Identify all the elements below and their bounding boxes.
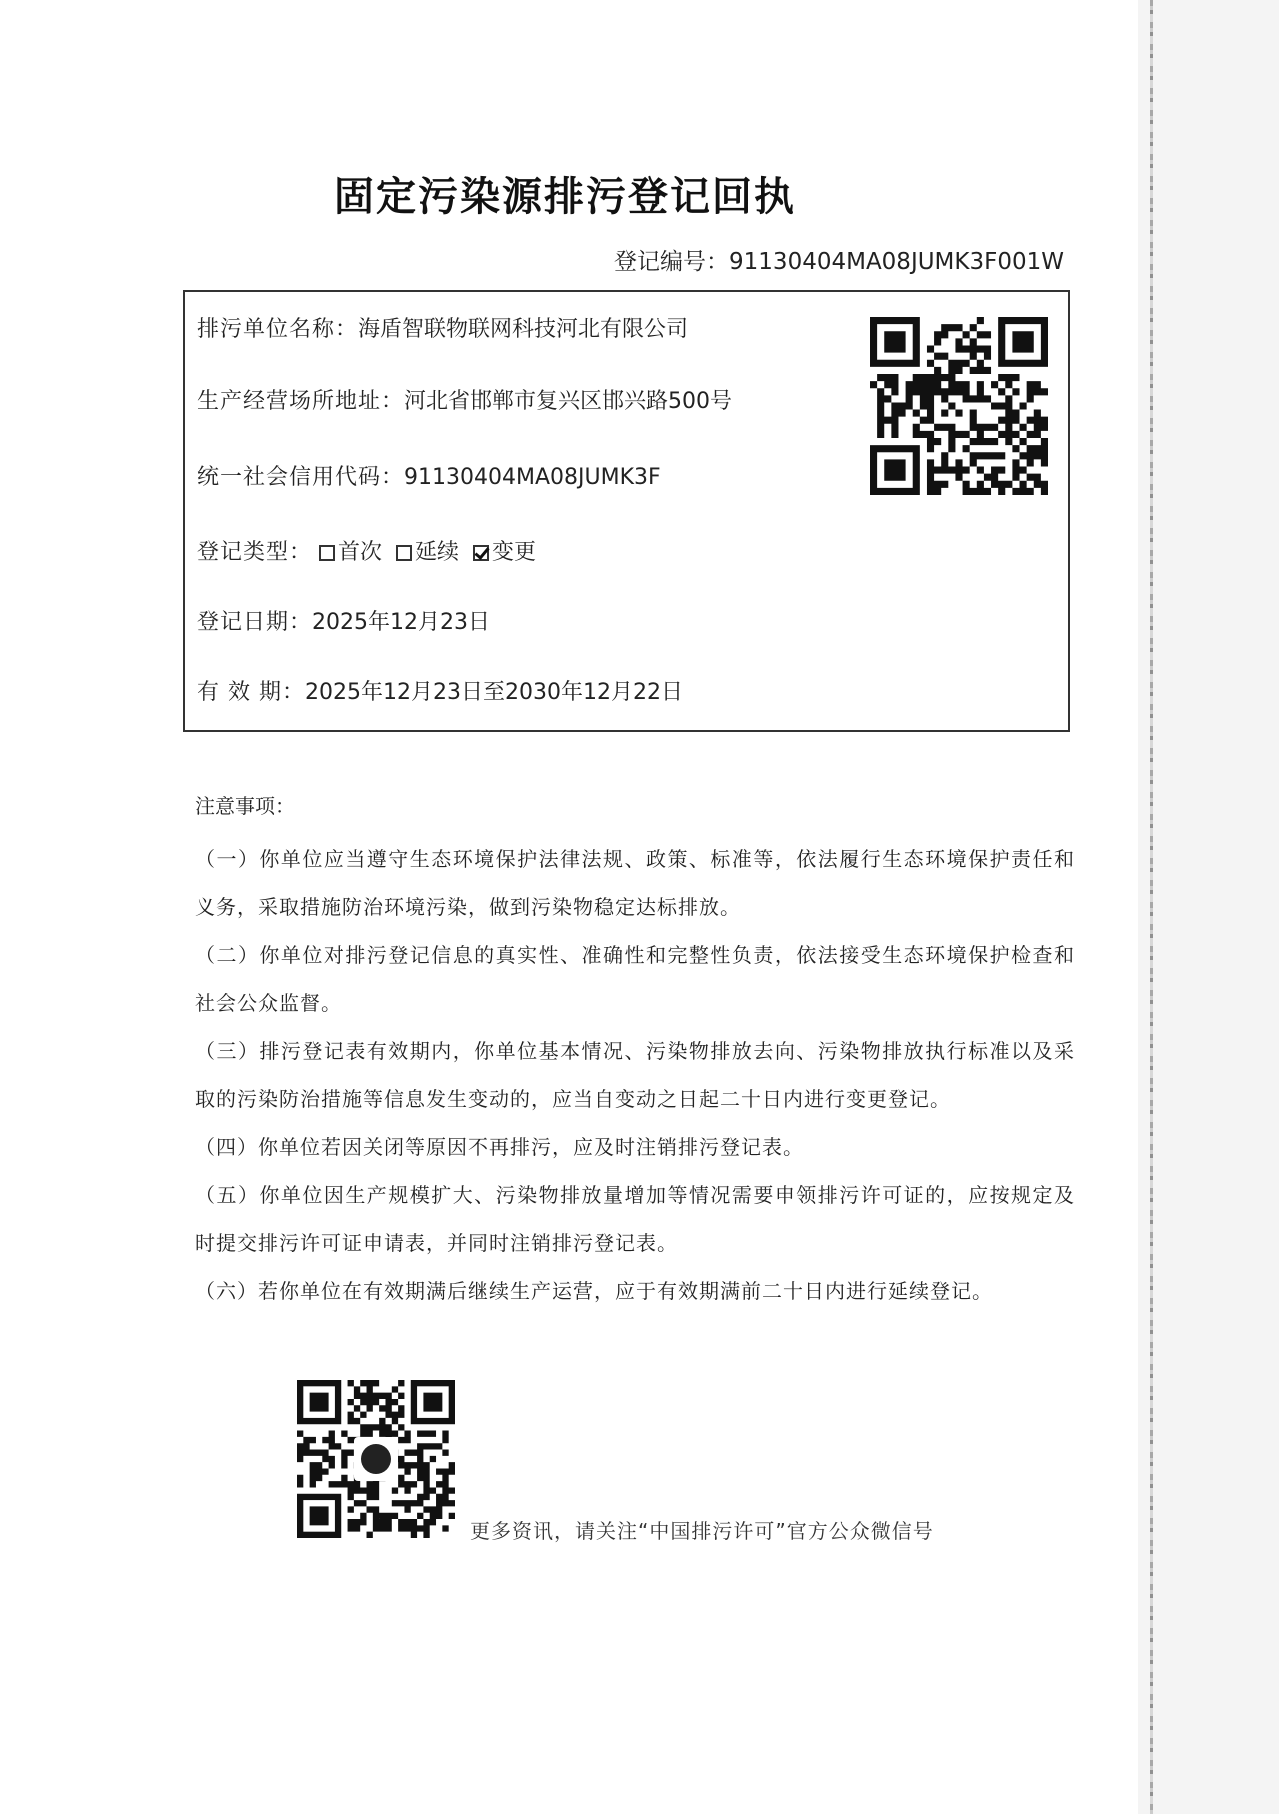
validity-field bbox=[197, 675, 683, 706]
wechat-logo-icon bbox=[354, 1437, 398, 1481]
reg-type-field bbox=[197, 535, 536, 566]
qr-finder-center bbox=[884, 459, 905, 480]
notes-section bbox=[195, 790, 1075, 1315]
validity-label: 有 效 期： bbox=[197, 680, 305, 705]
qr-finder-center bbox=[884, 331, 905, 352]
note-item: （六）若你单位在有效期满后继续生产运营，应于有效期满前二十日内进行延续登记。 bbox=[195, 1279, 993, 1303]
notes-heading: 注意事项： bbox=[195, 794, 295, 818]
qr-code-icon[interactable] bbox=[870, 317, 1048, 495]
checkbox-change[interactable] bbox=[473, 545, 489, 561]
note-item: （三）排污登记表有效期内，你单位基本情况、污染物排放去向、污染物排放执行标准以及采取的污染防治措施等信息发生变动的，应当自变动之日起二十日内进行变更登记。 bbox=[195, 1039, 1075, 1111]
credit-code-label: 统一社会信用代码： bbox=[197, 465, 405, 490]
address-label: 生产经营场所地址： bbox=[197, 389, 405, 414]
reg-date-label: 登记日期： bbox=[197, 610, 313, 635]
footer-text: 更多资讯，请关注“中国排污许可”官方公众微信号 bbox=[470, 1519, 934, 1543]
note-item: （四）你单位若因关闭等原因不再排污，应及时注销排污登记表。 bbox=[195, 1135, 804, 1159]
address-value: 河北省邯郸市复兴区邯兴路500号 bbox=[404, 389, 733, 414]
document-title: 固定污染源排污登记回执 bbox=[334, 174, 796, 220]
validity-value: 2025年12月23日至2030年12月22日 bbox=[305, 680, 683, 705]
note-item: （二）你单位对排污登记信息的真实性、准确性和完整性负责，依法接受生态环境保护检查和社会公众监督。 bbox=[195, 943, 1075, 1015]
wechat-qr-code-icon[interactable] bbox=[297, 1380, 455, 1538]
qr-finder-center bbox=[1012, 331, 1033, 352]
unit-name-label: 排污单位名称： bbox=[197, 317, 359, 342]
checkbox-first[interactable] bbox=[319, 545, 335, 561]
checkbox-renewal[interactable] bbox=[396, 545, 412, 561]
reg-date-value: 2025年12月23日 bbox=[312, 610, 490, 635]
qr-finder-center bbox=[310, 1393, 329, 1412]
qr-finder-center bbox=[423, 1393, 442, 1412]
option-change-label: 变更 bbox=[492, 540, 537, 565]
scan-edge bbox=[1138, 0, 1279, 1814]
option-renewal-label: 延续 bbox=[415, 540, 460, 565]
option-first-label: 首次 bbox=[338, 540, 383, 565]
registration-number: 登记编号：91130404MA08JUMK3F001W bbox=[614, 249, 1064, 275]
note-item: （五）你单位因生产规模扩大、污染物排放量增加等情况需要申领排污许可证的，应按规定及时提交排污许可证申请表，并同时注销排污登记表。 bbox=[195, 1183, 1075, 1255]
credit-code-field bbox=[197, 460, 661, 491]
reg-date-field bbox=[197, 605, 490, 636]
info-box bbox=[183, 290, 1070, 732]
unit-name-value: 海盾智联物联网科技河北有限公司 bbox=[358, 317, 689, 342]
address-field bbox=[197, 384, 732, 415]
credit-code-value: 91130404MA08JUMK3F bbox=[404, 465, 661, 490]
reg-type-label: 登记类型： bbox=[197, 540, 313, 565]
note-item: （一）你单位应当遵守生态环境保护法律法规、政策、标准等，依法履行生态环境保护责任和义务，采取措施防治环境污染，做到污染物稳定达标排放。 bbox=[195, 847, 1075, 919]
unit-name-field bbox=[197, 312, 688, 343]
qr-finder-center bbox=[310, 1506, 329, 1525]
scan-edge-line bbox=[1150, 0, 1153, 1814]
